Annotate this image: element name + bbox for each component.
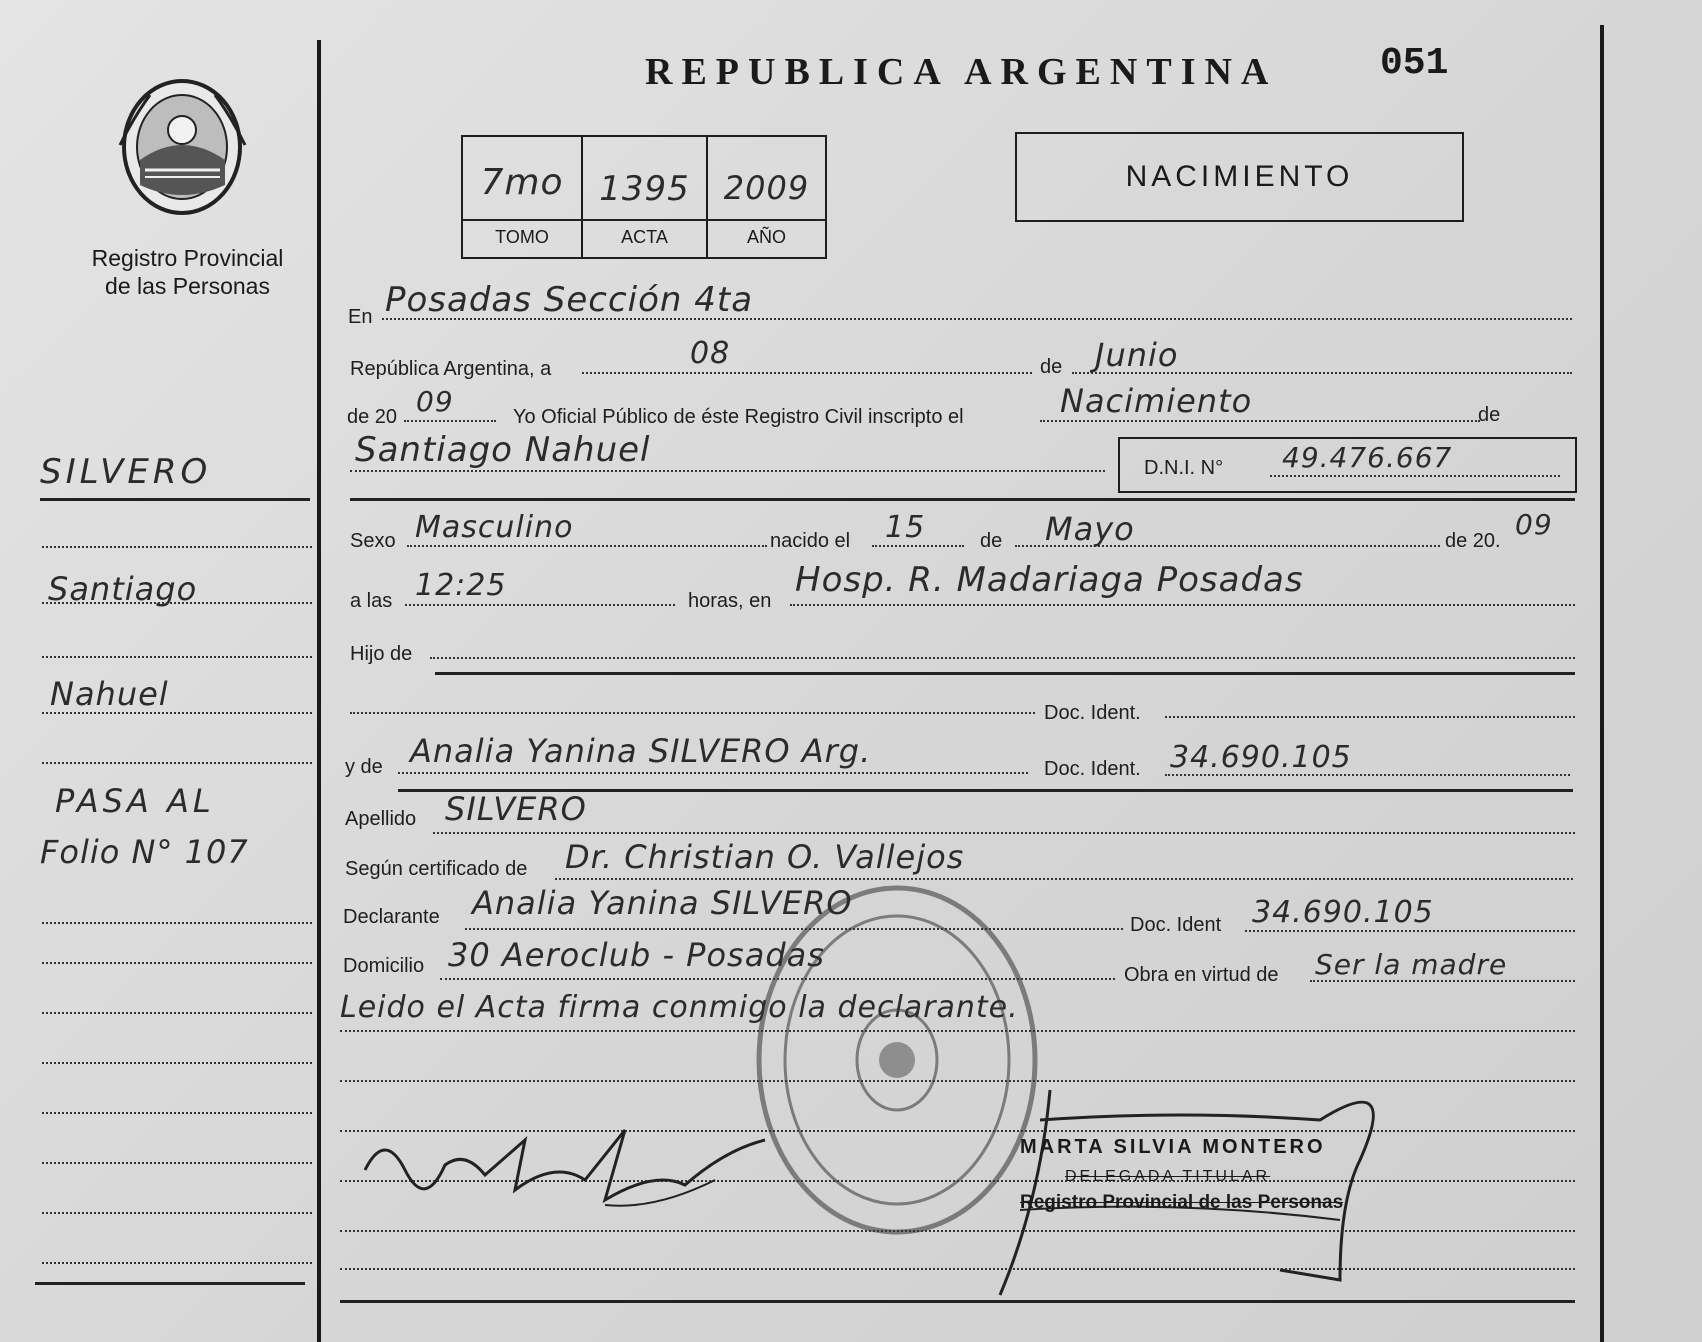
line-padre-nombre	[350, 712, 1035, 714]
line-nombre	[350, 470, 1105, 472]
hand-anio-nac: 09	[1515, 508, 1553, 541]
margin-line-7	[42, 962, 312, 964]
hand-anio-corto: 09	[416, 385, 454, 418]
line-dia	[582, 372, 1032, 374]
acta-value: 1395	[599, 169, 690, 209]
line-madre	[398, 772, 1028, 774]
dni-box	[1118, 437, 1577, 493]
label-apellido: Apellido	[345, 808, 417, 830]
hand-hora: 12:25	[415, 568, 507, 603]
hand-dni: 49.476.667	[1282, 441, 1453, 474]
hand-lugar: Posadas Sección 4ta	[385, 280, 754, 320]
label-de-20: de 20	[347, 406, 398, 428]
margin-line-2	[42, 602, 312, 604]
label-obra: Obra en virtud de	[1124, 964, 1279, 986]
label-domicilio: Domicilio	[343, 955, 425, 977]
hand-apellido: SILVERO	[445, 790, 587, 828]
label-en: En	[348, 306, 373, 328]
hand-declarante: Analia Yanina SILVERO	[472, 884, 853, 922]
line-padre-doc	[1165, 716, 1575, 718]
anio-label: AÑO	[746, 227, 786, 247]
tomo-value: 7mo	[480, 162, 564, 203]
tomo-label: TOMO	[495, 227, 549, 247]
table-row-divider	[463, 219, 825, 221]
rule-bottom	[340, 1300, 1575, 1303]
registry-line-2: de las Personas	[105, 273, 270, 299]
hand-domicilio: 30 Aeroclub - Posadas	[448, 936, 825, 974]
label-segun: Según certificado de	[345, 858, 528, 880]
hand-inscripto: Nacimiento	[1060, 382, 1253, 420]
line-lugar-nac	[790, 604, 1575, 606]
left-frame-line	[317, 40, 321, 1342]
nacimiento-box	[1015, 132, 1464, 222]
label-doc-ident-2: Doc. Ident.	[1044, 758, 1141, 780]
margin-note-1: PASA AL	[55, 782, 215, 820]
line-certificado	[555, 878, 1573, 880]
official-org: Registro Provincial de las Personas	[1020, 1192, 1344, 1213]
hand-madre: Analia Yanina SILVERO Arg.	[410, 732, 872, 770]
margin-line-11	[42, 1162, 312, 1164]
label-dni: D.N.I. N°	[1144, 457, 1224, 479]
margin-line-13	[42, 1262, 312, 1264]
line-apellido	[433, 832, 1575, 834]
hand-obra: Ser la madre	[1315, 948, 1508, 981]
hand-declarante-doc: 34.690.105	[1252, 895, 1434, 930]
hand-mes-nac: Mayo	[1045, 510, 1135, 548]
line-hijo-de	[430, 657, 1575, 659]
label-de-20b: de 20.	[1445, 530, 1501, 552]
line-dni	[1270, 475, 1560, 477]
margin-line-4	[42, 712, 312, 714]
official-role: DELEGADA TITULAR	[1065, 1168, 1271, 1185]
acta-label: ACTA	[621, 227, 668, 247]
right-frame-line	[1600, 25, 1604, 1342]
margin-line-3	[42, 656, 312, 658]
label-a-las: a las	[350, 590, 393, 612]
margin-name-1: Santiago	[48, 570, 198, 608]
hand-certificado: Dr. Christian O. Vallejos	[565, 838, 965, 876]
declarant-signature	[355, 1110, 775, 1220]
margin-line-10	[42, 1112, 312, 1114]
hand-nombre: Santiago Nahuel	[355, 430, 651, 470]
label-horas-en: horas, en	[688, 590, 772, 612]
registry-line-1: Registro Provincial	[91, 245, 284, 271]
record-number: 051	[1380, 42, 1449, 85]
label-hijo-de: Hijo de	[350, 643, 413, 665]
label-sexo: Sexo	[350, 530, 396, 552]
misiones-seal	[115, 75, 250, 225]
margin-line-5	[42, 762, 312, 764]
label-doc-ident-1: Doc. Ident.	[1044, 702, 1141, 724]
page-title: REPUBLICA ARGENTINA	[645, 51, 1278, 93]
hand-lugar-nac: Hosp. R. Madariaga Posadas	[795, 560, 1304, 600]
rule-1	[350, 498, 1575, 501]
label-y-de: y de	[345, 756, 383, 778]
margin-note-2: Folio N° 107	[40, 833, 249, 871]
hand-dia-nac: 15	[885, 510, 926, 545]
line-sexo	[407, 545, 767, 547]
record-table	[461, 135, 827, 259]
hand-sexo: Masculino	[415, 510, 574, 545]
label-yo-oficial: Yo Oficial Público de éste Registro Civil inscripto el	[513, 406, 964, 428]
official-name: MARTA SILVIA MONTERO	[1020, 1136, 1326, 1158]
margin-line-1	[42, 546, 312, 548]
hand-mes: Junio	[1095, 336, 1179, 374]
rule-padre	[435, 672, 1575, 675]
anio-value: 2009	[723, 169, 810, 207]
label-republica: República Argentina, a	[350, 358, 552, 380]
record-type: NACIMIENTO	[1125, 160, 1354, 193]
label-nacido: nacido el	[770, 530, 851, 552]
line-dia-nac	[872, 545, 964, 547]
label-declarante: Declarante	[343, 906, 440, 928]
line-declarante-doc	[1245, 930, 1575, 932]
margin-line-9	[42, 1062, 312, 1064]
line-inscripto	[1040, 420, 1480, 422]
hand-leido: Leido el Acta firma conmigo la declarante.	[340, 990, 1019, 1025]
registry-name	[70, 244, 305, 300]
label-de-2: de	[1478, 404, 1501, 426]
hand-madre-doc: 34.690.105	[1170, 740, 1352, 775]
margin-line-8	[42, 1012, 312, 1014]
official-signature	[980, 1080, 1410, 1300]
margin-name-2: Nahuel	[50, 675, 169, 713]
line-anio-corto	[404, 420, 496, 422]
margin-surname: SILVERO	[40, 452, 212, 492]
margin-rule-bottom	[35, 1282, 305, 1285]
hand-dia: 08	[690, 336, 731, 371]
margin-rule-1	[40, 498, 310, 501]
margin-line-6	[42, 922, 312, 924]
label-doc-ident-3: Doc. Ident	[1130, 914, 1222, 936]
margin-line-12	[42, 1212, 312, 1214]
label-de-3: de	[980, 530, 1003, 552]
label-de: de	[1040, 356, 1063, 378]
line-hora	[405, 604, 675, 606]
